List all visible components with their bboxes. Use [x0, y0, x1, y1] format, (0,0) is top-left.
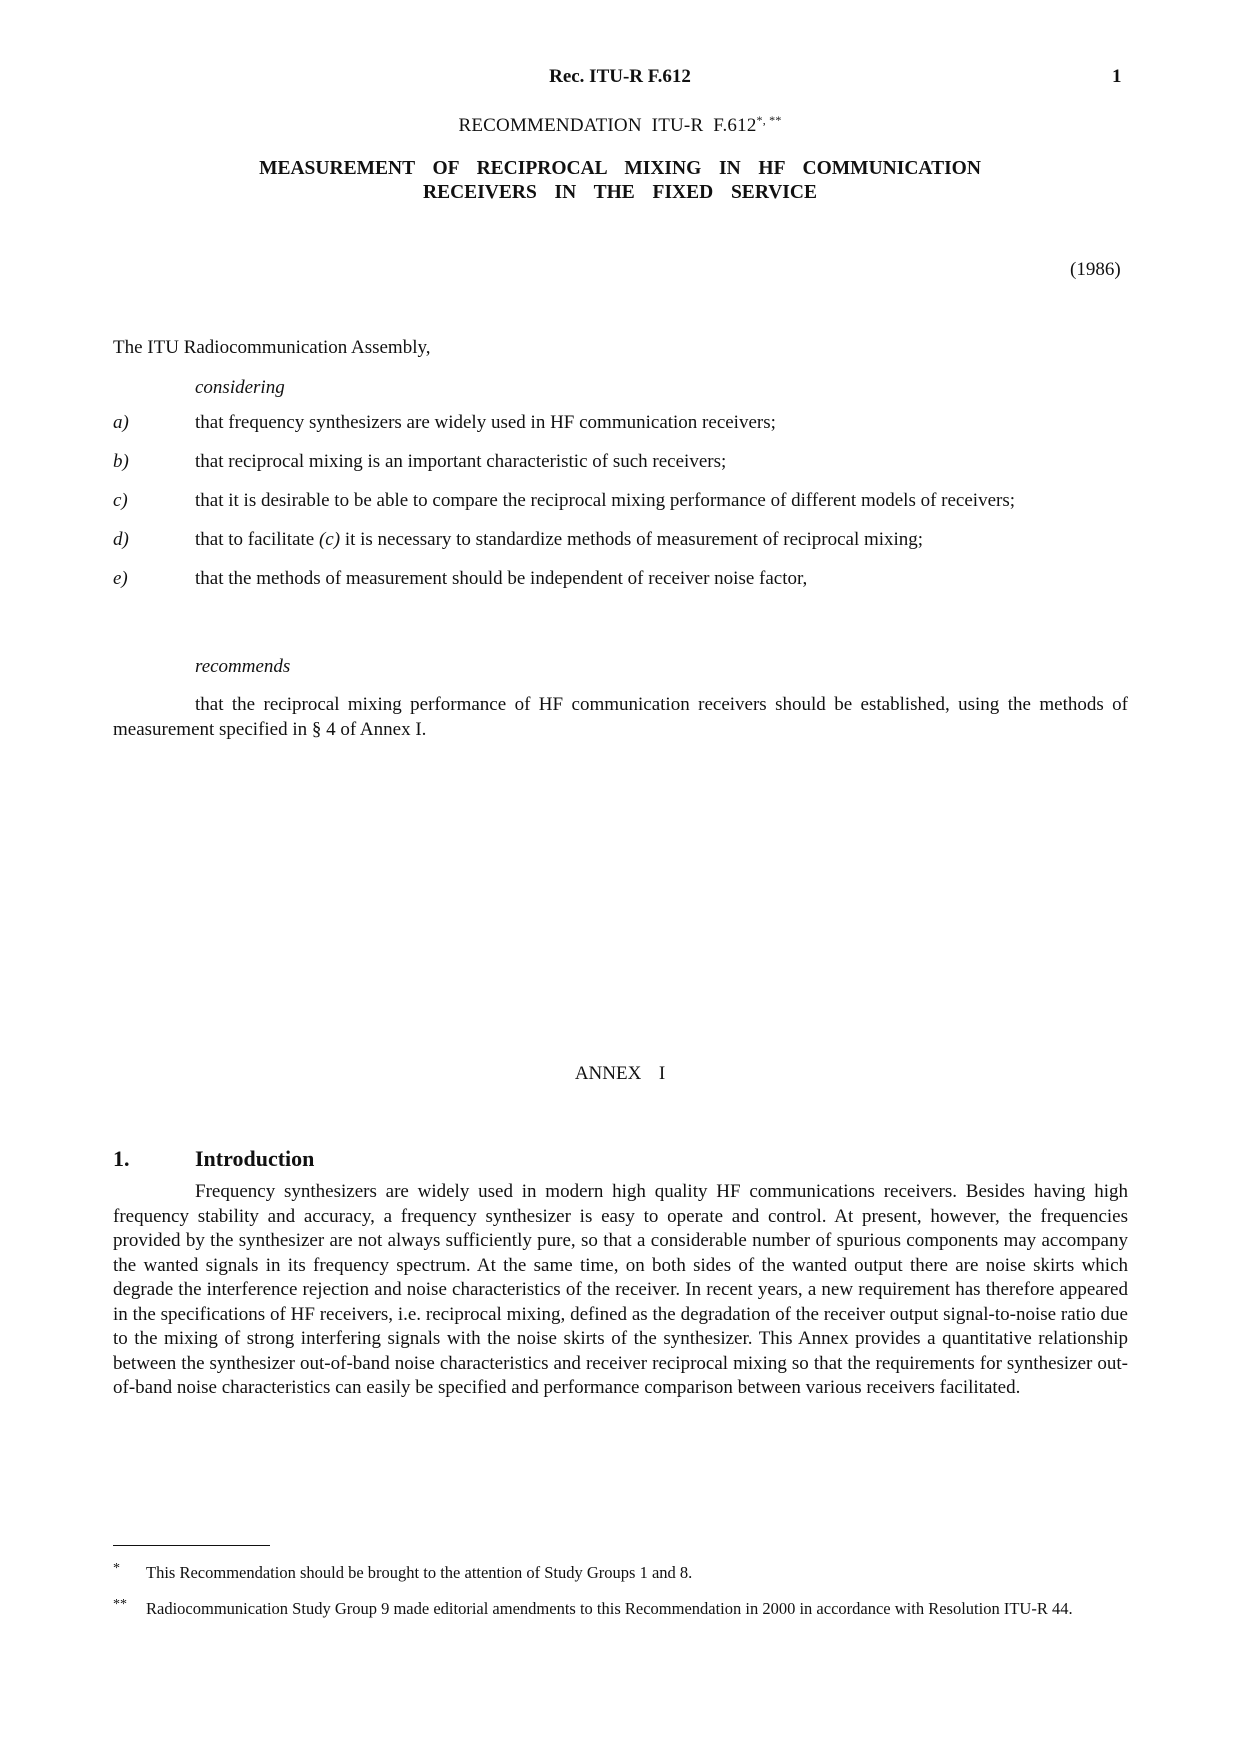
item-text: [195, 529, 923, 551]
recommends-paragraph: that the reciprocal mixing performance of HF communication receivers should be established, using the methods of measurement specified in § 4 of Annex I.: [113, 694, 1128, 740]
recommends-heading: recommends: [195, 656, 291, 677]
item-marker: c): [113, 490, 128, 511]
section-title: Introduction: [195, 1146, 315, 1171]
item-text: that reciprocal mixing is an important characteristic of such receivers;: [195, 451, 727, 472]
footnote-text: Radiocommunication Study Group 9 made editorial amendments to this Recommendation in 2000 in accordance with Resolution ITU-R 44.: [146, 1599, 1073, 1618]
annex-heading: ANNEX I: [574, 1063, 666, 1084]
item-text-italic-ref: (c): [318, 529, 341, 550]
recommendation-label: [0, 113, 1240, 137]
footnote-marker: *: [113, 1561, 120, 1576]
introduction-paragraph: Frequency synthesizers are widely used in modern high quality HF communications receivers. Besides having high frequency stability and accuracy, a frequency synthesizer is easy to operate and control. At present, however, the frequencies provided by the synthesizer are not always sufficiently pure, so that a considerable number of spurious components may accompany the wanted signals in its frequency spectrum. At the same time, on both sides of the wanted output there are noise skirts which degrade the interference rejection and noise characteristics of the receiver. In recent years, a new requirement has therefore appeared in the specifications of HF receivers, i.e. reciprocal mixing, defined as the degradation of the receiver output signal-to-noise ratio due to the mixing of strong interfering signals with the noise skirts of the synthesizer. This Annex provides a quantitative relationship between the synthesizer out-of-band noise characteristics and receiver reciprocal mixing so that the requirements for synthesizer out-of-band noise characteristics can easily be specified and performance comparison between various receivers facilitated.: [113, 1181, 1128, 1398]
section-number: 1.: [113, 1146, 130, 1171]
item-text: that frequency synthesizers are widely used in HF communication receivers;: [195, 412, 776, 433]
page-number: 1: [1112, 66, 1122, 87]
considering-heading: considering: [195, 377, 285, 398]
assembly-line: The ITU Radiocommunication Assembly,: [113, 337, 431, 358]
recommendation-label-text: RECOMMENDATION ITU-R F.612: [458, 115, 757, 136]
item-text-after: it is necessary to standardize methods of measurement of reciprocal mixing;: [340, 529, 924, 550]
title-line-1: MEASUREMENT OF RECIPROCAL MIXING IN HF COMMUNICATION: [259, 158, 981, 179]
footnote-separator: [113, 1545, 270, 1546]
recommendation-year: (1986): [1070, 259, 1121, 280]
item-marker: e): [113, 568, 128, 589]
item-marker: b): [113, 451, 129, 472]
item-marker: a): [113, 412, 129, 433]
footnote-text: This Recommendation should be brought to the attention of Study Groups 1 and 8.: [146, 1563, 693, 1582]
item-marker: d): [113, 529, 129, 550]
item-text-before: that to facilitate: [195, 529, 319, 550]
item-text: that it is desirable to be able to compare the reciprocal mixing performance of different models of receivers;: [195, 490, 1016, 511]
title-line-2: RECEIVERS IN THE FIXED SERVICE: [423, 182, 817, 203]
recommendation-title: [180, 157, 1060, 205]
running-header-title: Rec. ITU-R F.612: [549, 66, 691, 87]
footnote-marker: **: [113, 1597, 127, 1612]
recommendation-footnote-marks: *, **: [756, 113, 782, 127]
item-text: that the methods of measurement should be independent of receiver noise factor,: [195, 568, 808, 589]
